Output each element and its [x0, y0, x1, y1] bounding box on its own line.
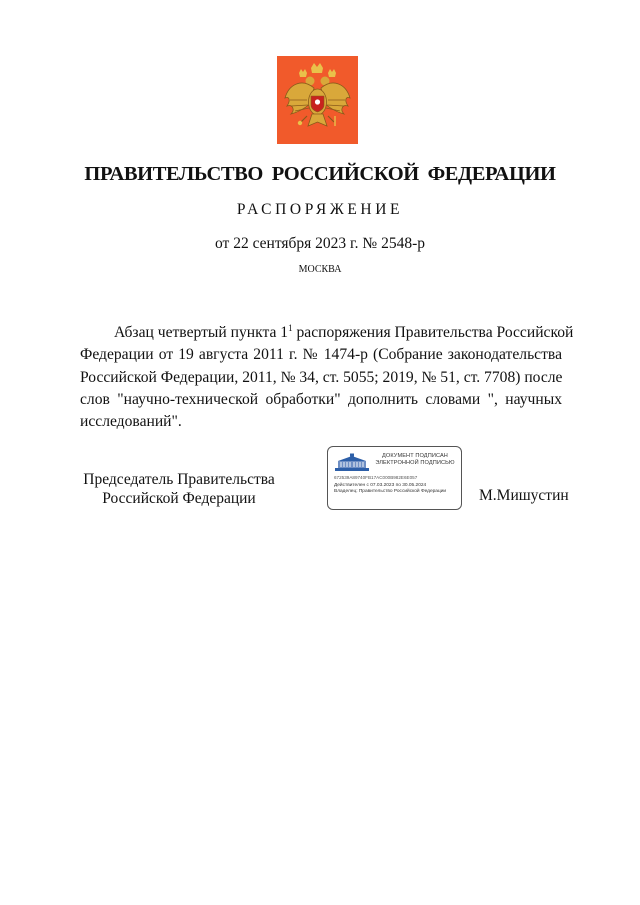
electronic-signature-stamp	[327, 446, 462, 510]
body-line-2: Федерации от 19 августа 2011 г. № 1474-р (Собрание законодательства	[80, 346, 562, 364]
order-body-text	[80, 322, 574, 433]
body-line-3: Российской Федерации, 2011, № 34, ст. 5055; 2019, № 51, ст. 7708) после	[80, 368, 563, 386]
signatory-role-line-2: Российской Федерации	[102, 490, 256, 507]
coat-of-arms-icon	[277, 56, 358, 144]
stamp-owner: Владелец: Правительство Российской Федерации	[334, 489, 447, 494]
body-line-5: исследований".	[80, 413, 182, 431]
stamp-validity: Действителен с 07.03.2023 по 30.05.2024	[334, 483, 427, 488]
signatory-role-line-1: Председатель Правительства	[83, 471, 275, 488]
body-line-1: Абзац четвертый пункта $1^1$ распоряжения Правительства Российской	[114, 323, 574, 341]
signatory-role	[76, 470, 282, 508]
government-title: ПРАВИТЕЛЬСТВО РОССИЙСКОЙ ФЕДЕРАЦИИ	[84, 163, 556, 185]
signatory-name: М.Мишустин	[479, 487, 569, 504]
stamp-title: ДОКУМЕНТ ПОДПИСАН ЭЛЕКТРОННОЙ ПОДПИСЬЮ	[375, 453, 455, 466]
government-building-icon	[334, 453, 370, 472]
coat-of-arms-emblem	[277, 56, 358, 144]
document-type: РАСПОРЯЖЕНИЕ	[236, 201, 404, 218]
document-date-number: от 22 сентября 2023 г. № 2548-р	[215, 235, 425, 252]
document-city: МОСКВА	[298, 264, 342, 275]
stamp-certificate-number: 672539A89740FB17AC000B982E6E057	[334, 475, 418, 480]
footnote-superscript: 1	[288, 323, 293, 333]
body-line-4: слов "научно-технической обработки" дополнить словами ", научных	[80, 390, 562, 408]
